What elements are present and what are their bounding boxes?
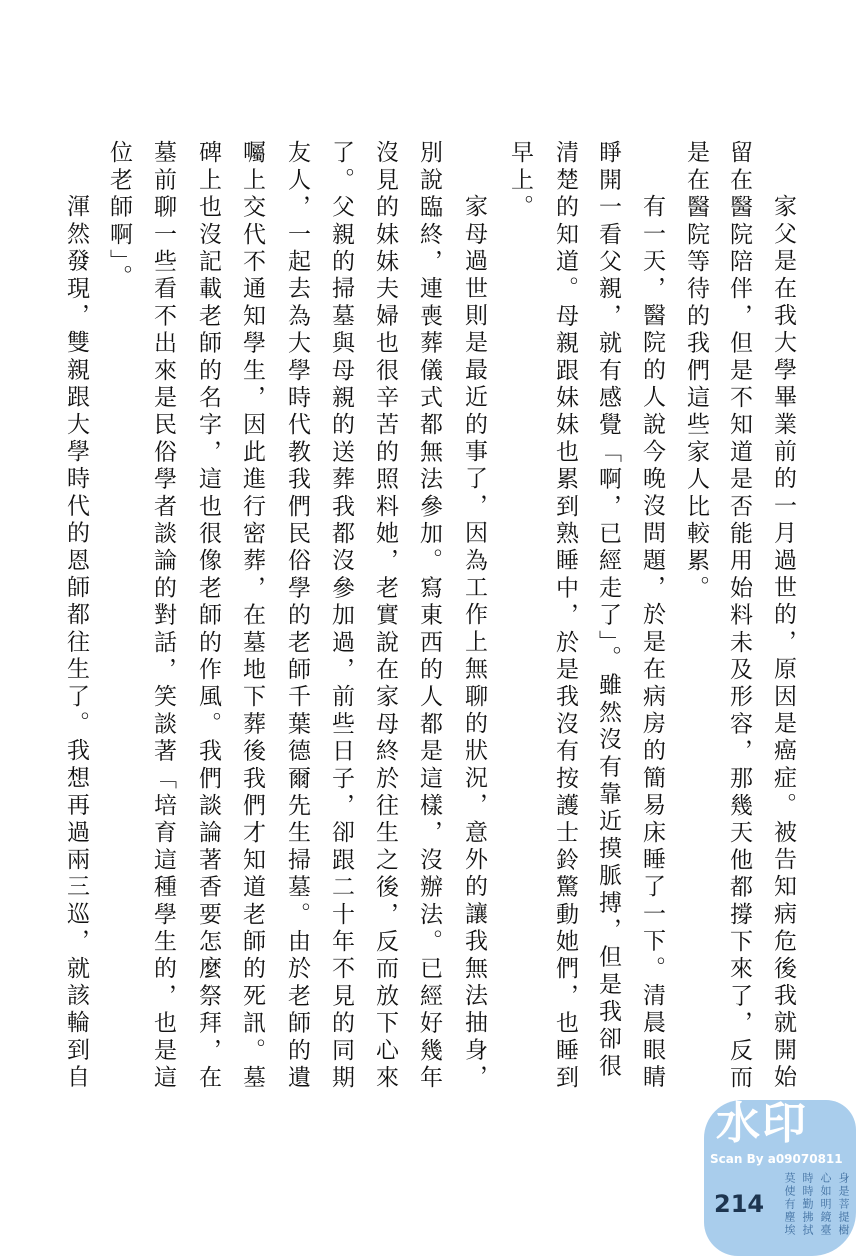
text-column: 留在醫院陪伴，但是不知道是否能用始料未及形容，那幾天他都撐下來了，反而: [726, 140, 752, 1092]
scanner-watermark: [704, 1100, 856, 1256]
watermark-poem-line: 莫使有塵埃: [783, 1172, 796, 1237]
watermark-poem-line: 時時勤拂拭: [801, 1172, 814, 1237]
watermark-title: 水印: [716, 1098, 808, 1149]
text-column: 沒見的妹妹夫婦也很辛苦的照料她，老實說在家母終於往生之後，反而放下心來: [372, 140, 398, 1092]
text-column: 有一天，醫院的人說今晚沒問題，於是在病房的簡易床睡了一下。清晨眼睛: [639, 194, 665, 1092]
watermark-poem-line: 心如明鏡臺: [819, 1172, 832, 1237]
text-column: 家母過世則是最近的事了，因為工作上無聊的狀況，意外的讓我無法抽身，: [461, 194, 487, 1092]
text-column: 早上。: [507, 140, 533, 222]
text-column: 睜開一看父親，就有感覺「啊，已經走了」。雖然沒有靠近摸脈搏，但是我卻很: [595, 140, 621, 1081]
text-column: 墓前聊一些看不出來是民俗學者談論的對話，笑談著「培育這種學生的，也是這: [150, 140, 176, 1092]
text-column: 是在醫院等待的我們這些家人比較累。: [683, 140, 709, 603]
text-column: 位老師啊」。: [106, 140, 132, 292]
text-column: 了。父親的掃墓與母親的送葬我都沒參加過，前些日子，卻跟二十年不見的同期: [328, 140, 354, 1092]
text-column: 渾然發現，雙親跟大學時代的恩師都往生了。我想再過兩三巡，就該輪到自: [63, 194, 89, 1092]
watermark-scan-credit: Scan By a09070811: [710, 1152, 843, 1166]
page-number: 214: [714, 1190, 765, 1218]
text-column: 友人，一起去為大學時代教我們民俗學的老師千葉德爾先生掃墓。由於老師的遺: [284, 140, 310, 1092]
text-column: 別說臨終，連喪葬儀式都無法參加。寫東西的人都是這樣，沒辦法。已經好幾年: [416, 140, 442, 1092]
text-column: 家父是在我大學畢業前的一月過世的，原因是癌症。被告知病危後我就開始: [770, 194, 796, 1092]
watermark-poem-line: 身是菩提樹: [837, 1172, 850, 1237]
text-column: 囑上交代不通知學生，因此進行密葬，在墓地下葬後我們才知道老師的死訊。墓: [239, 140, 265, 1092]
text-column: 碑上也沒記載老師的名字，這也很像老師的作風。我們談論著香要怎麼祭拜，在: [195, 140, 221, 1092]
text-column: 清楚的知道。母親跟妹妹也累到熟睡中，於是我沒有按護士鈴驚動她們，也睡到: [552, 140, 578, 1092]
